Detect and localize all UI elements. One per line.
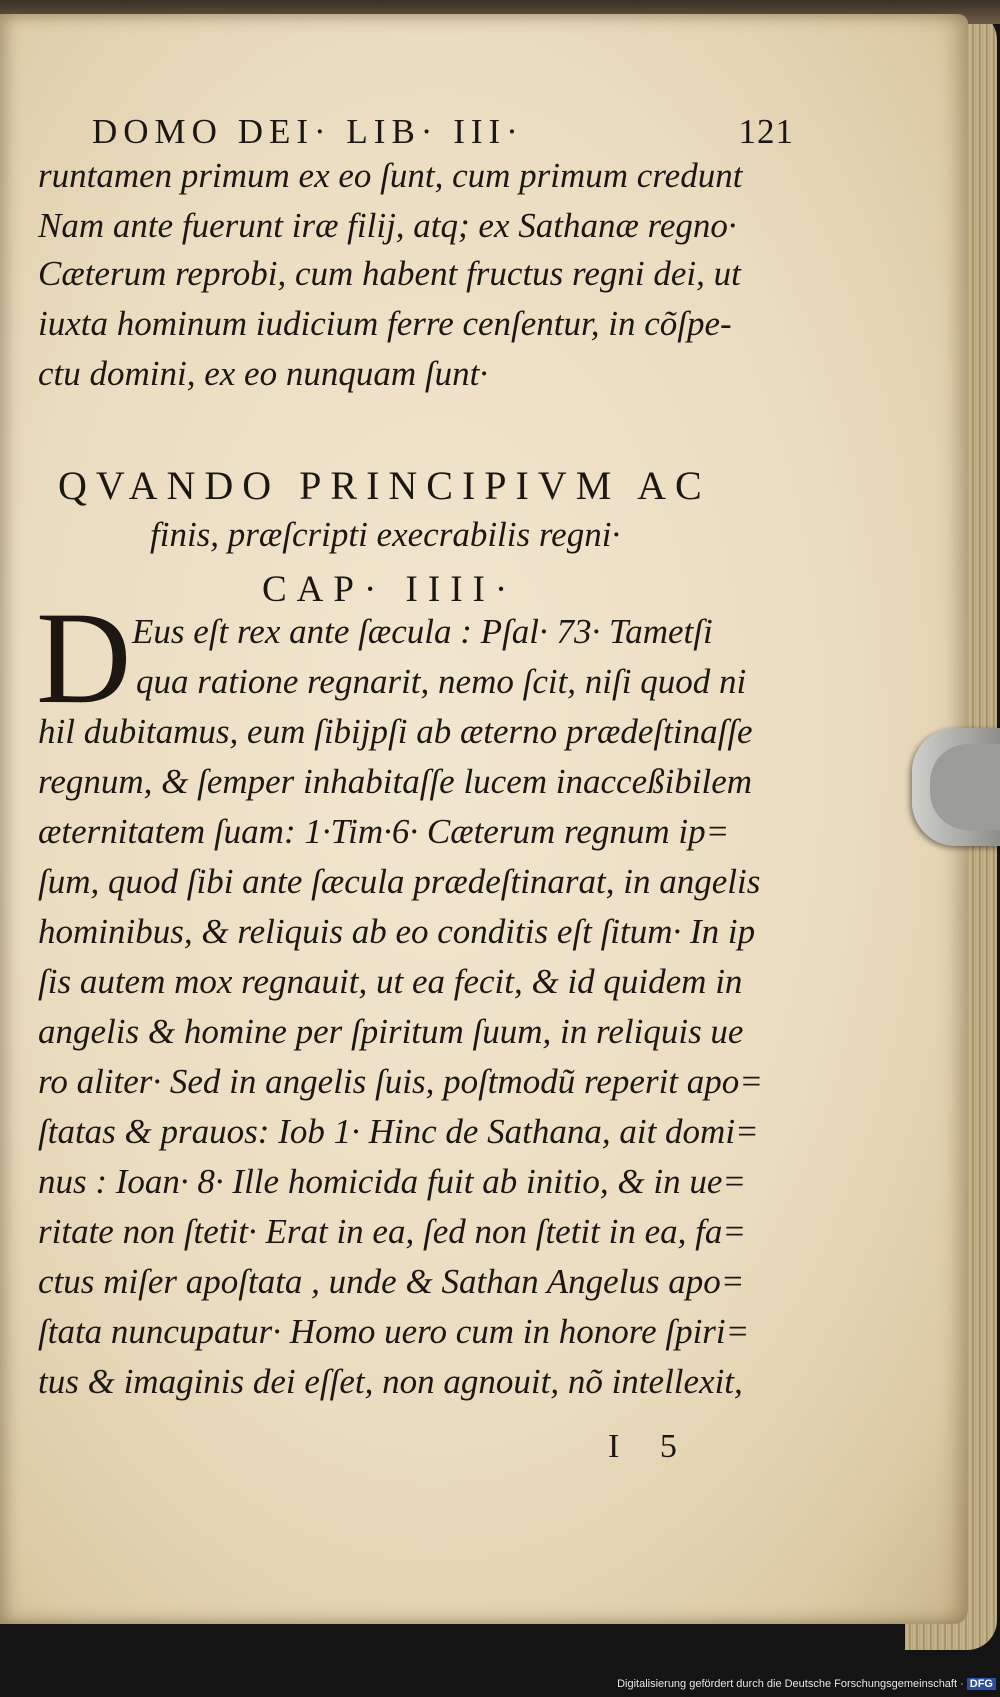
running-title: DOMO DEI· LIB· III· bbox=[92, 112, 524, 151]
signature-mark: I 5 bbox=[608, 1428, 693, 1465]
text-line: hominibus, & reliquis ab eo conditis eſt ſitum· In ip bbox=[38, 912, 756, 951]
text-line: runtamen primum ex eo ſunt, cum primum credunt bbox=[38, 156, 743, 195]
text-line: tus & imaginis dei eſſet, non agnouit, nõ intellexit, bbox=[38, 1362, 743, 1401]
text-line: ſum, quod ſibi ante ſæcula prædeſtinarat, in angelis bbox=[38, 862, 761, 901]
text-line: Nam ante fuerunt iræ filij, atq; ex Sathanæ regno· bbox=[38, 206, 737, 245]
page-number: 121 bbox=[738, 112, 794, 151]
footer-credit: Digitalisierung gefördert durch die Deutsche Forschungsgemeinschaft · bbox=[617, 1678, 964, 1690]
text-line: ſtatas & prauos: Iob 1· Hinc de Sathana, ait domi= bbox=[38, 1112, 759, 1151]
text-line: ritate non ſtetit· Erat in ea, ſed non ſtetit in ea, fa= bbox=[38, 1212, 746, 1251]
text-line: ſtata nuncupatur· Homo uero cum in honore ſpiri= bbox=[38, 1312, 750, 1351]
text-line: Eus eſt rex ante ſæcula : Pſal· 73· Tametſi bbox=[132, 612, 713, 651]
text-line: regnum, & ſemper inhabitaſſe lucem inacceßibilem bbox=[38, 762, 753, 801]
chapter-title: QVANDO PRINCIPIVM AC bbox=[58, 463, 711, 508]
text-line: nus : Ioan· 8· Ille homicida fuit ab initio, & in ue= bbox=[38, 1162, 746, 1201]
text-line: ctu domini, ex eo nunquam ſunt· bbox=[38, 354, 489, 393]
chapter-subtitle: finis, præſcripti execrabilis regni· bbox=[150, 515, 621, 554]
text-line: ſis autem mox regnauit, ut ea fecit, & id quidem in bbox=[38, 962, 743, 1001]
text-line: ctus miſer apoſtata , unde & Sathan Angelus apo= bbox=[38, 1262, 745, 1301]
text-line: ro aliter· Sed in angelis ſuis, poſtmodũ reperit apo= bbox=[38, 1062, 763, 1101]
chapter-number: CAP· IIII· bbox=[262, 569, 518, 610]
text-line: Cæterum reprobi, cum habent fructus regni dei, ut bbox=[38, 254, 741, 293]
running-header bbox=[92, 112, 802, 152]
dfg-logo: DFG bbox=[967, 1678, 996, 1690]
text-line: æternitatem ſuam: 1·Tim·6· Cæterum regnum ip= bbox=[38, 812, 730, 851]
text-line: qua ratione regnarit, nemo ſcit, niſi quod ni bbox=[136, 662, 747, 701]
text-line: hil dubitamus, eum ſibijpſi ab æterno prædeſtinaſſe bbox=[38, 712, 753, 751]
book-clasp-inner bbox=[930, 744, 1000, 830]
drop-cap-initial: D bbox=[36, 584, 132, 731]
text-line: angelis & homine per ſpiritum ſuum, in reliquis ue bbox=[38, 1012, 744, 1051]
digitization-footer bbox=[617, 1678, 996, 1690]
text-line: iuxta hominum iudicium ferre cenſentur, in cõſpe- bbox=[38, 304, 732, 343]
